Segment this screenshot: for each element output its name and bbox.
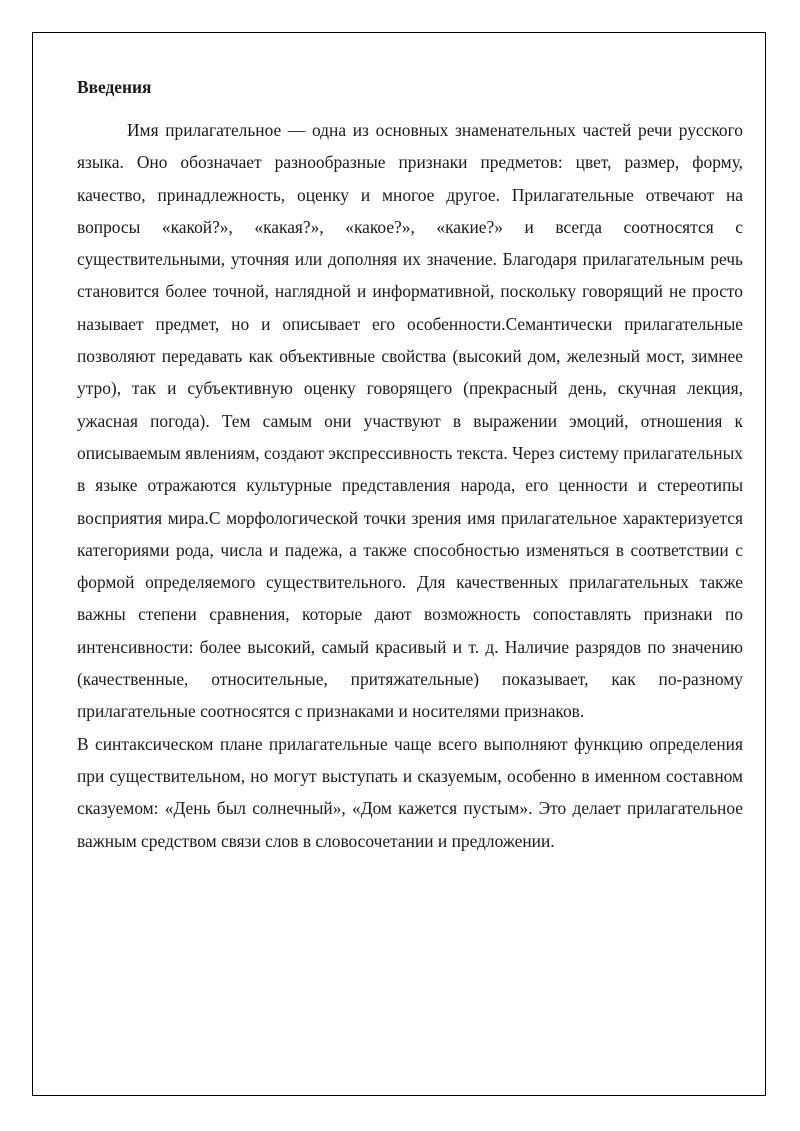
document-page xyxy=(32,32,766,1096)
body-paragraph-2: В синтаксическом плане прилагательные чаще всего выполняют функцию определения при существительном, но могут выступать и сказуемым, особенно в именном составном сказуемом: «День был солнечный», «Дом кажется пустым». Это делает прилагательное важным средством связи слов в словосочетании и предложении. xyxy=(77,733,743,851)
body-paragraph-1: Имя прилагательное — одна из основных знаменательных частей речи русского языка. Оно обозначает разнообразные признаки предметов: цвет, размер, форму, качество, принадлежность, оценку и многое другое. Прилагательные отвечают на вопросы «какой?», «какая?», «какое?», «какие?» и всегда соотносятся с существительными, уточняя или дополняя их значение. Благодаря прилагательным речь становится более точной, наглядной и информативной, поскольку говорящий не просто называет предмет, но и описывает его особенности.Семантически прилагательные позволяют передавать как объективные свойства (высокий дом, железный мост, зимнее утро), так и субъективную оценку говорящего (прекрасный день, скучная лекция, ужасная погода). Тем самым они участвуют в выражении эмоций, отношения к описываемым явлениям, создают экспрессивность текста. Через систему прилагательных в языке отражаются культурные представления народа, его ценности и стереотипы восприятия мира.С морфологической точки зрения имя прилагательное характеризуется категориями рода, числа и падежа, а также способностью изменяться в соответствии с формой определяемого существительного. Для качественных прилагательных также важны степени сравнения, которые дают возможность сопоставлять признаки по интенсивности: более высокий, самый красивый и т. д. Наличие разрядов по значению (качественные, относительные, притяжательные) показывает, как по-разному прилагательные соотносятся с признаками и носителями признаков. xyxy=(77,120,743,722)
section-heading: Введения xyxy=(77,77,152,97)
document-content xyxy=(77,73,743,857)
